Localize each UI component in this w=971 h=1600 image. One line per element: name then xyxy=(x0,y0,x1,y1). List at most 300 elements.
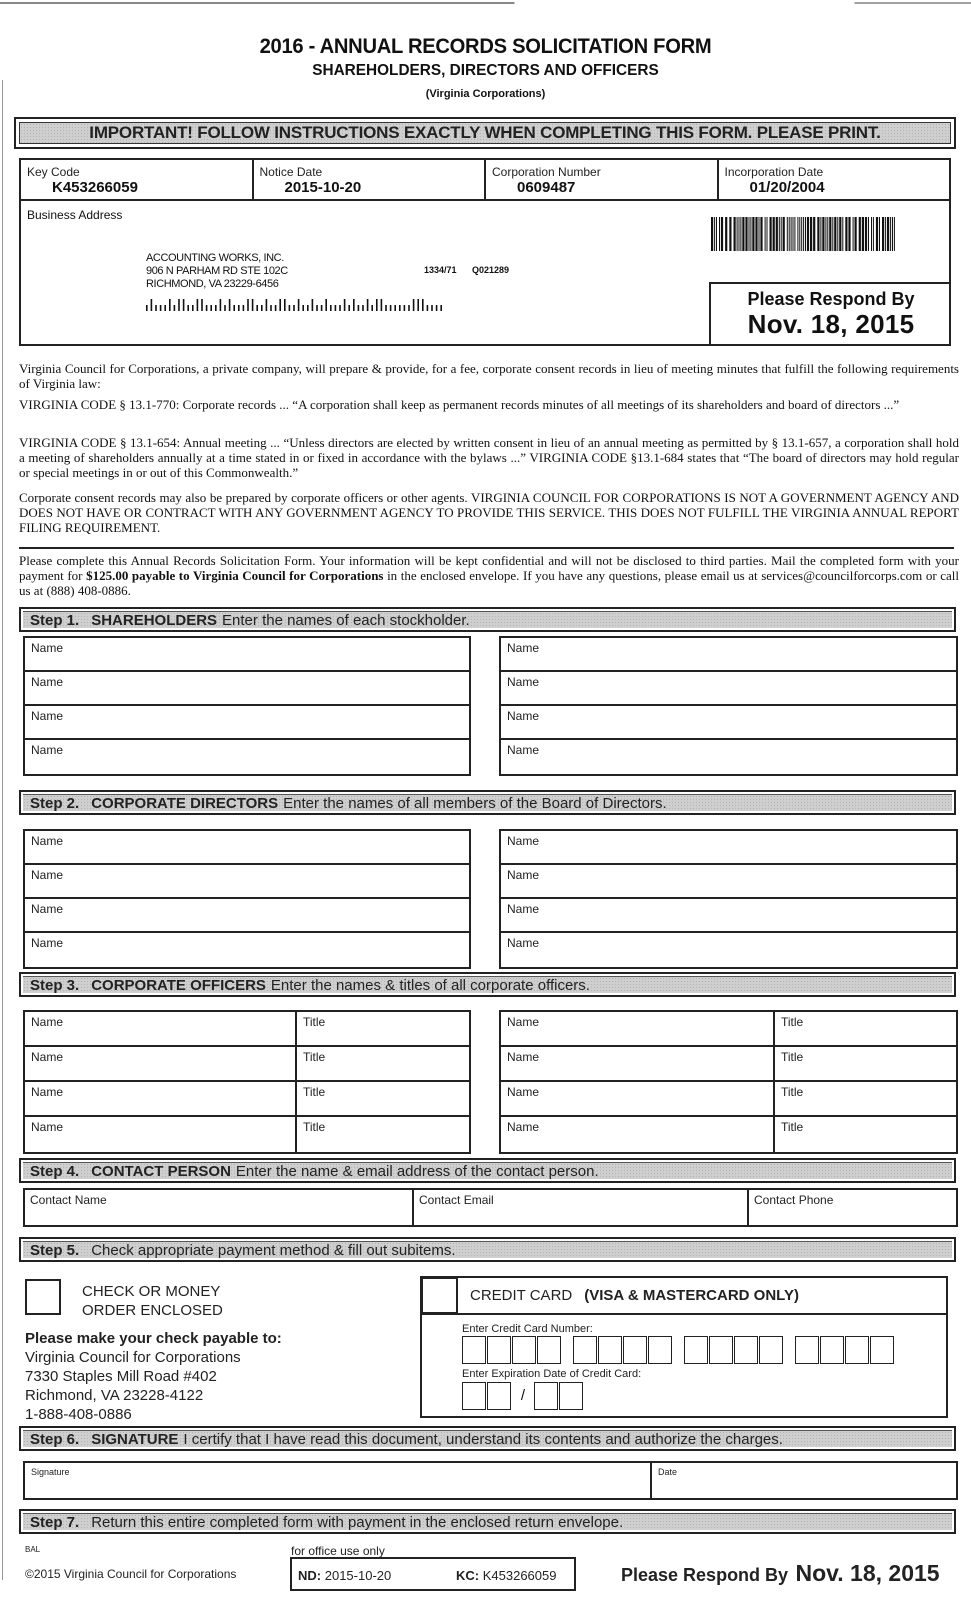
step-number: Step 6. xyxy=(30,1430,80,1448)
barcode-bar xyxy=(742,217,744,251)
credit-card-label: CREDIT CARD xyxy=(470,1287,573,1304)
barcode-bar xyxy=(767,217,768,251)
mail-code-2: Q021289 xyxy=(472,265,510,275)
director-name-field[interactable]: Name xyxy=(501,831,956,865)
kc-label: KC: xyxy=(456,1568,480,1583)
digit-group-gap xyxy=(784,1336,795,1364)
officer-row xyxy=(25,1047,469,1082)
postal-bar xyxy=(215,305,217,311)
credit-card-checkbox[interactable] xyxy=(421,1277,458,1314)
officer-row xyxy=(501,1117,956,1152)
corporation-number-cell xyxy=(486,160,719,199)
tracking-barcode xyxy=(711,217,896,251)
postal-bar xyxy=(220,299,222,311)
barcode-bar xyxy=(752,217,754,251)
postal-bar xyxy=(316,305,318,311)
postal-bar xyxy=(275,305,277,311)
postal-barcode xyxy=(146,299,451,311)
officer-title-field[interactable]: Title xyxy=(303,1085,326,1099)
step-description: Enter the names of each stockholder. xyxy=(222,611,470,629)
director-name-field[interactable]: Name xyxy=(25,865,469,899)
barcode-bar xyxy=(817,217,819,251)
barcode-bar xyxy=(845,217,847,251)
barcode-bar xyxy=(839,217,841,251)
step-heading: SHAREHOLDERS xyxy=(91,611,218,629)
postal-bar xyxy=(408,305,410,311)
shareholders-grid xyxy=(23,636,958,776)
instructions-text-b: in the enclosed envelope. If you have any questions, please email us at services@councilforcorps.com or call us at (888) 408-0886. xyxy=(19,568,960,598)
shareholder-name-field[interactable]: Name xyxy=(501,706,956,740)
barcode-bar xyxy=(739,217,740,251)
postal-bar xyxy=(233,305,235,311)
postal-bar xyxy=(330,305,332,311)
step-heading: SIGNATURE xyxy=(91,1430,179,1448)
barcode-bar xyxy=(745,217,747,251)
expiration-label: Enter Expiration Date of Credit Card: xyxy=(462,1368,642,1380)
nd-label: ND: xyxy=(298,1568,322,1583)
postal-bar xyxy=(224,305,226,311)
postal-bar xyxy=(270,305,272,311)
form-subtitle: SHAREHOLDERS, DIRECTORS AND OFFICERS xyxy=(312,62,659,79)
barcode-bar xyxy=(827,217,828,251)
officer-title-field[interactable]: Title xyxy=(303,1050,326,1064)
postal-bar xyxy=(427,305,429,311)
notice-date-value: 2015-10-20 xyxy=(284,179,362,196)
postal-bar xyxy=(413,299,415,311)
card-number-digit[interactable] xyxy=(759,1336,783,1364)
payable-to-address xyxy=(25,1329,282,1424)
card-number-digit[interactable] xyxy=(462,1336,486,1364)
barcode-bar xyxy=(716,217,717,251)
check-payment-checkbox[interactable] xyxy=(25,1279,61,1315)
shareholder-name-field[interactable]: Name xyxy=(25,672,469,706)
postal-bar xyxy=(312,299,314,311)
barcode-bar xyxy=(848,217,850,251)
officer-row xyxy=(25,1012,469,1047)
notice-date-label: Notice Date xyxy=(259,165,323,179)
step-description: Check appropriate payment method & fill out subitems. xyxy=(91,1241,456,1259)
postal-bar xyxy=(381,299,383,311)
postal-bar xyxy=(431,305,433,311)
barcode-bar xyxy=(773,217,775,251)
contact-person-fields xyxy=(23,1188,958,1227)
barcode-bar xyxy=(721,217,723,251)
payee-city: Richmond, VA 23228-4122 xyxy=(25,1387,204,1404)
contact-email-field[interactable]: Contact Email xyxy=(414,1190,749,1225)
postal-bar xyxy=(371,305,373,311)
barcode-bar xyxy=(740,217,741,251)
corporation-number-value: 0609487 xyxy=(517,179,576,196)
step-heading: CORPORATE DIRECTORS xyxy=(91,794,279,812)
barcode-bar xyxy=(750,217,751,251)
postal-bar xyxy=(362,305,364,311)
postal-bar xyxy=(155,305,157,311)
credit-card-note: (VISA & MASTERCARD ONLY) xyxy=(584,1287,799,1304)
key-code-label: Key Code xyxy=(27,165,80,179)
barcode-bar xyxy=(868,217,869,251)
step-heading: CORPORATE OFFICERS xyxy=(91,976,266,994)
postal-bar xyxy=(367,299,369,311)
shareholders-left-column xyxy=(23,636,471,776)
barcode-bar xyxy=(749,217,750,251)
card-number-digit[interactable] xyxy=(537,1336,561,1364)
postal-bar xyxy=(197,299,199,311)
card-number-digit[interactable] xyxy=(795,1336,819,1364)
divider xyxy=(19,547,954,549)
postal-bar xyxy=(307,305,309,311)
barcode-bar xyxy=(890,217,891,251)
shareholder-name-field[interactable]: Name xyxy=(31,743,64,757)
copyright: ©2015 Virginia Council for Corporations xyxy=(25,1567,237,1581)
card-number-digit[interactable] xyxy=(573,1336,597,1364)
key-code-value: K453266059 xyxy=(52,179,138,196)
postal-bar xyxy=(174,305,176,311)
incorporation-date-value: 01/20/2004 xyxy=(749,179,825,196)
step-5-header xyxy=(19,1237,956,1262)
barcode-bar xyxy=(894,217,895,251)
postal-bar xyxy=(390,305,392,311)
card-number-digit[interactable] xyxy=(870,1336,894,1364)
signature-fields xyxy=(23,1461,958,1500)
postal-bar xyxy=(289,305,291,311)
barcode-bar xyxy=(779,217,780,251)
barcode-bar xyxy=(759,217,760,251)
barcode-bar xyxy=(807,217,809,251)
mail-code: 1334/71 xyxy=(424,265,457,275)
card-number-digit[interactable] xyxy=(512,1336,536,1364)
barcode-bar xyxy=(859,217,861,251)
card-number-digit[interactable] xyxy=(734,1336,758,1364)
barcode-bar xyxy=(862,217,864,251)
officer-name-field[interactable]: Name xyxy=(25,1117,297,1152)
step-description: Enter the names of all members of the Board of Directors. xyxy=(283,794,667,812)
director-name-field[interactable]: Name xyxy=(31,936,64,950)
barcode-bar xyxy=(787,217,788,251)
address-line-2: 906 N PARHAM RD STE 102C xyxy=(146,265,288,277)
barcode-bar xyxy=(837,217,838,251)
scan-edge xyxy=(0,2,971,4)
card-number-digit[interactable] xyxy=(623,1336,647,1364)
step-description: Return this entire completed form with payment in the enclosed return envelope. xyxy=(91,1513,624,1531)
intro-paragraph: Virginia Council for Corporations, a private company, will prepare & provide, for a fee, corporate consent records in lieu of meeting minutes that fulfill the following requirements of Virginia law: xyxy=(19,361,959,391)
barcode-bar xyxy=(799,217,800,251)
postal-bar xyxy=(247,299,249,311)
barcode-bar xyxy=(719,217,720,251)
postal-bar xyxy=(261,305,263,311)
card-number-digit[interactable] xyxy=(820,1336,844,1364)
officer-title-field[interactable]: Title xyxy=(303,1015,326,1029)
check-payment-label xyxy=(82,1282,223,1320)
barcode-bar xyxy=(876,217,878,251)
postal-bar xyxy=(293,305,295,311)
director-name-field[interactable]: Name xyxy=(501,865,956,899)
kc-value: K453266059 xyxy=(482,1568,557,1583)
postal-bar xyxy=(298,299,300,311)
officer-name-field[interactable]: Name xyxy=(501,1047,775,1080)
barcode-bar xyxy=(714,217,715,251)
corporation-number-label: Corporation Number xyxy=(492,165,601,179)
signature-date-field[interactable]: Date xyxy=(658,1467,678,1477)
payee-street: 7330 Staples Mill Road #402 xyxy=(25,1368,217,1385)
kc-field xyxy=(456,1568,556,1583)
expiration-slash: / xyxy=(520,1387,526,1404)
expiration-month-digit[interactable] xyxy=(487,1382,511,1410)
postal-bar xyxy=(376,299,378,311)
barcode-bar xyxy=(789,217,790,251)
expiration-month-digit[interactable] xyxy=(462,1382,486,1410)
officer-name-field[interactable]: Name xyxy=(25,1012,297,1045)
barcode-bar xyxy=(760,217,762,251)
notice-date-cell xyxy=(254,160,487,199)
postal-bar xyxy=(164,305,166,311)
respond-by-label: Please Respond By xyxy=(747,289,915,309)
instructions-text-a: Please complete this Annual Records Solicitation Form. Your information will be kept confidential and will not be disclosed to third parties. Mail the completed form with your payment for xyxy=(19,553,959,583)
incorporation-date-label: Incorporation Date xyxy=(724,165,824,179)
step-description: Enter the name & email address of the contact person. xyxy=(235,1162,599,1180)
barcode-bar xyxy=(829,217,831,251)
barcode-bar xyxy=(885,217,886,251)
director-name-field[interactable]: Name xyxy=(25,899,469,933)
officer-name-field[interactable]: Name xyxy=(501,1012,775,1045)
card-number-label: Enter Credit Card Number: xyxy=(462,1323,593,1335)
step-number: Step 4. xyxy=(30,1162,80,1180)
postal-bar xyxy=(358,305,360,311)
expiration-year-digit[interactable] xyxy=(559,1382,583,1410)
business-address-label: Business Address xyxy=(27,208,123,222)
info-row xyxy=(21,160,949,201)
payable-heading: Please make your check payable to: xyxy=(25,1330,282,1347)
postal-bar xyxy=(229,299,231,311)
card-number-input xyxy=(462,1336,895,1364)
footer-respond-date: Nov. 18, 2015 xyxy=(795,1560,940,1586)
barcode-bar xyxy=(765,217,766,251)
barcode-bar xyxy=(882,217,884,251)
postal-bar xyxy=(344,299,346,311)
officer-title-field[interactable]: Title xyxy=(781,1085,804,1099)
postal-bar xyxy=(279,299,281,311)
shareholder-name-field[interactable]: Name xyxy=(501,672,956,706)
step-description: Enter the names & titles of all corporate officers. xyxy=(270,976,590,994)
check-label-line-2: ORDER ENCLOSED xyxy=(82,1302,223,1319)
footer-respond-by xyxy=(621,1560,940,1587)
payee-name: Virginia Council for Corporations xyxy=(25,1349,241,1366)
postal-bar xyxy=(201,299,203,311)
barcode-bar xyxy=(873,217,874,251)
officer-title-field[interactable]: Title xyxy=(781,1015,804,1029)
barcode-bar xyxy=(781,217,782,251)
officer-title-field[interactable]: Title xyxy=(781,1050,804,1064)
shareholder-name-field[interactable]: Name xyxy=(507,743,540,757)
barcode-bar xyxy=(853,217,854,251)
card-number-digit[interactable] xyxy=(648,1336,672,1364)
officer-title-field[interactable]: Title xyxy=(781,1120,804,1134)
barcode-bar xyxy=(791,217,792,251)
postal-bar xyxy=(252,299,254,311)
card-number-digit[interactable] xyxy=(709,1336,733,1364)
directors-grid xyxy=(23,829,958,969)
director-name-field[interactable]: Name xyxy=(25,831,469,865)
step-heading: CONTACT PERSON xyxy=(91,1162,231,1180)
officers-grid xyxy=(23,1010,958,1154)
barcode-bar xyxy=(825,217,826,251)
payment-amount: $125.00 payable to Virginia Council for Corporations xyxy=(86,568,384,583)
postal-bar xyxy=(385,305,387,311)
step-1-header xyxy=(19,607,956,632)
barcode-bar xyxy=(793,217,794,251)
key-code-cell xyxy=(21,160,254,199)
respond-by-box xyxy=(709,282,951,346)
postal-bar xyxy=(192,305,194,311)
officer-title-field[interactable]: Title xyxy=(303,1120,326,1134)
postal-bar xyxy=(256,305,258,311)
check-label-line-1: CHECK OR MONEY xyxy=(82,1283,221,1300)
barcode-bar xyxy=(855,217,857,251)
postal-bar xyxy=(353,299,355,311)
barcode-bar xyxy=(770,217,772,251)
step-6-header xyxy=(19,1426,956,1451)
barcode-bar xyxy=(810,217,812,251)
officer-row xyxy=(501,1082,956,1117)
barcode-bar xyxy=(801,217,802,251)
step-number: Step 7. xyxy=(30,1513,80,1531)
digit-group-gap xyxy=(673,1336,684,1364)
postal-bar xyxy=(210,305,212,311)
barcode-bar xyxy=(892,217,893,251)
postal-bar xyxy=(404,305,406,311)
barcode-bar xyxy=(842,217,843,251)
important-text: IMPORTANT! FOLLOW INSTRUCTIONS EXACTLY WHEN COMPLETING THIS FORM. PLEASE PRINT. xyxy=(19,122,951,144)
instructions-paragraph xyxy=(19,553,959,598)
disclaimer-paragraph: Corporate consent records may also be prepared by corporate officers or other agents. VIRGINIA COUNCIL FOR CORPORATIONS IS NOT A GOVERNMENT AGENCY AND DOES NOT HAVE OR CONTRACT WITH ANY GOVERNMENT AGENCY TO PROVIDE THIS SERVICE. THIS DOES NOT FULFILL THE VIRGINIA ANNUAL REPORT FILING REQUIREMENT. xyxy=(19,490,959,535)
barcode-bar xyxy=(865,217,867,251)
postal-bar xyxy=(399,305,401,311)
postal-bar xyxy=(284,299,286,311)
director-name-field[interactable]: Name xyxy=(507,936,540,950)
form-title: 2016 - ANNUAL RECORDS SOLICITATION FORM xyxy=(259,35,712,58)
barcode-bar xyxy=(783,217,785,251)
barcode-bar xyxy=(879,217,880,251)
postal-bar xyxy=(243,305,245,311)
postal-bar xyxy=(238,305,240,311)
postal-bar xyxy=(183,299,185,311)
shareholder-name-field[interactable]: Name xyxy=(501,638,956,672)
expiration-year-digit[interactable] xyxy=(534,1382,558,1410)
barcode-bar xyxy=(834,217,836,251)
postal-bar xyxy=(160,305,162,311)
officers-left-column xyxy=(23,1010,471,1154)
barcode-bar xyxy=(794,217,795,251)
contact-phone-field[interactable]: Contact Phone xyxy=(754,1193,834,1207)
credit-card-title xyxy=(470,1287,799,1304)
corporation-info-box xyxy=(19,158,951,346)
barcode-bar xyxy=(755,217,757,251)
code-654-paragraph: VIRGINIA CODE § 13.1-654: Annual meeting ... “Unless directors are elected by written consent in lieu of an annual meeting as permitted by § 13.1-657, a corporation shall hold a meeting of shareholders annually at a time stated in or fixed in accordance with the bylaws ...” VIRGINIA CODE §13.1-684 states that “The board of directors may hold regular or special meetings in or out of this Commonwealth.” xyxy=(19,435,959,480)
officer-name-field[interactable]: Name xyxy=(501,1117,775,1152)
office-use-box xyxy=(290,1557,576,1591)
postal-bar xyxy=(321,305,323,311)
card-number-digit[interactable] xyxy=(684,1336,708,1364)
barcode-bar xyxy=(832,217,833,251)
step-number: Step 3. xyxy=(30,976,80,994)
barcode-bar xyxy=(803,217,804,251)
credit-card-header xyxy=(422,1278,946,1315)
step-description: I certify that I have read this document, understand its contents and authorize the charges. xyxy=(183,1430,783,1448)
officer-name-field[interactable]: Name xyxy=(501,1082,775,1115)
officer-name-field[interactable]: Name xyxy=(25,1047,297,1080)
barcode-bar xyxy=(822,217,824,251)
barcode-bar xyxy=(805,217,806,251)
signature-field[interactable]: Signature xyxy=(25,1463,652,1498)
expiration-input xyxy=(462,1382,584,1410)
form-jurisdiction: (Virginia Corporations) xyxy=(425,88,546,100)
step-3-header xyxy=(19,972,956,997)
postal-bar xyxy=(335,305,337,311)
office-use-label: for office use only xyxy=(291,1544,385,1558)
postal-bar xyxy=(206,305,208,311)
officer-name-field[interactable]: Name xyxy=(25,1082,297,1115)
barcode-bar xyxy=(737,217,738,251)
card-number-digit[interactable] xyxy=(845,1336,869,1364)
contact-name-field[interactable]: Contact Name xyxy=(25,1190,414,1225)
step-number: Step 1. xyxy=(30,611,80,629)
bal-code: BAL xyxy=(25,1545,41,1554)
postal-bar xyxy=(325,299,327,311)
barcode-bar xyxy=(729,217,731,251)
postal-bar xyxy=(187,305,189,311)
directors-left-column xyxy=(23,829,471,969)
shareholder-name-field[interactable]: Name xyxy=(25,706,469,740)
payee-phone: 1-888-408-0886 xyxy=(25,1406,132,1423)
card-number-digit[interactable] xyxy=(487,1336,511,1364)
barcode-bar xyxy=(725,217,727,251)
postal-bar xyxy=(146,305,148,311)
barcode-bar xyxy=(871,217,872,251)
barcode-bar xyxy=(711,217,713,251)
step-number: Step 2. xyxy=(30,794,80,812)
postal-bar xyxy=(422,299,424,311)
barcode-bar xyxy=(887,217,889,251)
card-number-digit[interactable] xyxy=(598,1336,622,1364)
step-2-header xyxy=(19,790,956,815)
incorporation-date-cell xyxy=(719,160,950,199)
postal-bar xyxy=(339,305,341,311)
digit-group-gap xyxy=(562,1336,573,1364)
step-7-header xyxy=(19,1509,956,1534)
step-number: Step 5. xyxy=(30,1241,80,1259)
footer-respond-label: Please Respond By xyxy=(621,1565,789,1585)
shareholder-name-field[interactable]: Name xyxy=(25,638,469,672)
barcode-bar xyxy=(776,217,778,251)
nd-value: 2015-10-20 xyxy=(324,1568,392,1583)
postal-bar xyxy=(348,305,350,311)
respond-by-date: Nov. 18, 2015 xyxy=(747,309,915,339)
postal-bar xyxy=(440,305,442,311)
postal-bar xyxy=(169,299,171,311)
nd-field xyxy=(298,1568,391,1583)
business-address xyxy=(146,252,288,291)
barcode-bar xyxy=(820,217,821,251)
postal-bar xyxy=(302,305,304,311)
page-edge xyxy=(2,80,3,1580)
officers-right-column xyxy=(499,1010,958,1154)
officer-row xyxy=(25,1082,469,1117)
officer-row xyxy=(501,1012,956,1047)
postal-bar xyxy=(178,299,180,311)
postal-bar xyxy=(436,305,438,311)
postal-bar xyxy=(151,299,153,311)
postal-bar xyxy=(417,299,419,311)
director-name-field[interactable]: Name xyxy=(501,899,956,933)
